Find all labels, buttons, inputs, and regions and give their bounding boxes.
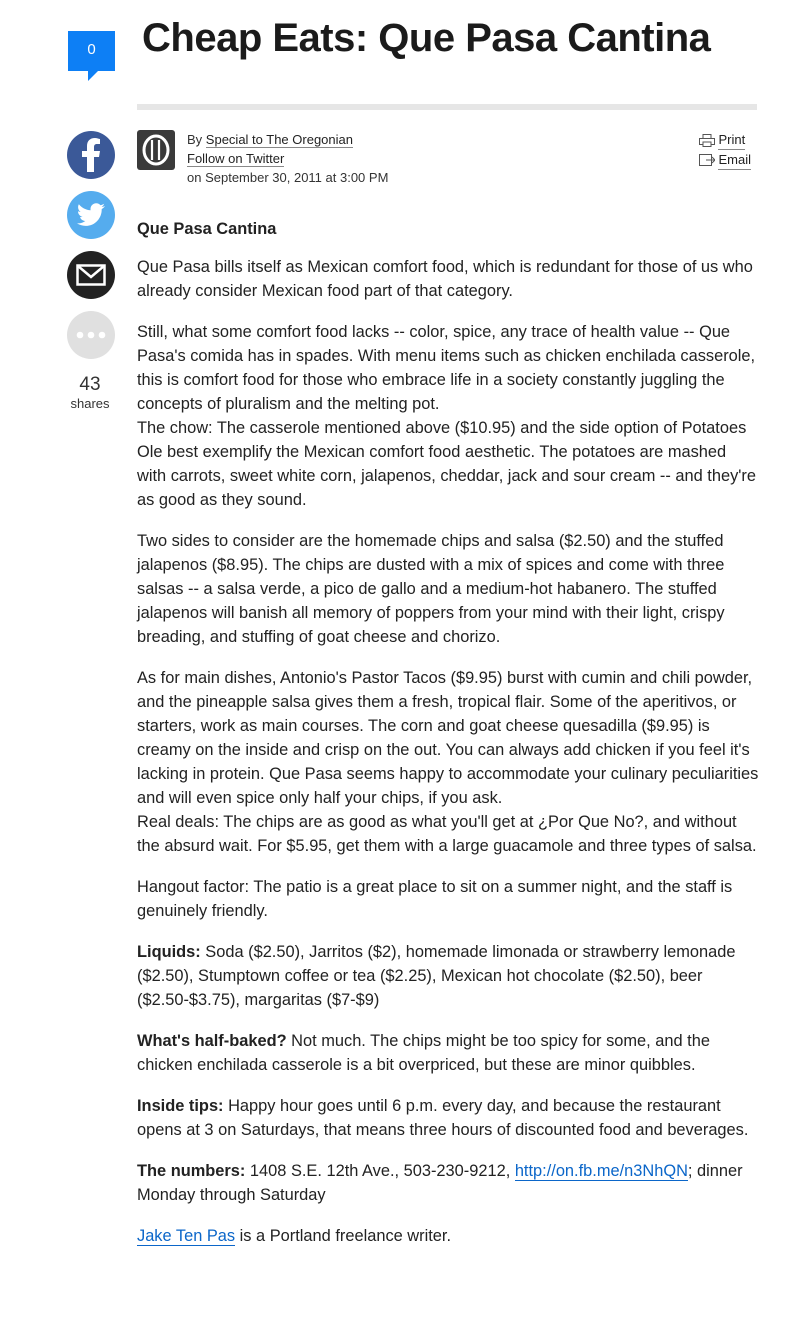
numbers-label: The numbers: [137, 1162, 246, 1180]
article-subhead: Que Pasa Cantina [137, 220, 277, 238]
paragraph-text: Real deals: The chips are as good as what you'll get at ¿Por Que No?, and without the absurd wait. For $5.95, get them with a large guacamole and three types of salsa. [137, 813, 757, 855]
author-link[interactable]: Special to The Oregonian [205, 132, 353, 147]
facebook-share-button[interactable] [67, 131, 115, 179]
paragraph: Two sides to consider are the homemade chips and salsa ($2.50) and the stuffed jalapenos ($8.95). The chips are dusted with a mix of spices and come with three salsas -- a salsa verde, a pico de gallo and a medium-hot habanero. The stuffed jalapenos will banish all memory of poppers from your mind with their light, crispy breading, and stuffing of goat cheese and chorizo. [137, 532, 725, 646]
halfbaked-label: What's half-baked? [137, 1032, 287, 1050]
paragraph-text: As for main dishes, Antonio's Pastor Tacos ($9.95) burst with cumin and chili powder, and the pineapple salsa gives them a fresh, tropical flair. Some of the aperitivos, or starters, work as main courses. The corn and goat cheese quesadilla ($9.95) is creamy on the inside and crisp on the out. You can always add chicken if you feel it's lacking in protein. Que Pasa seems happy to accommodate your culinary peculiarities and will even spice only half your chips, if you ask. [137, 669, 759, 807]
numbers-text: 1408 S.E. 12th Ave., 503-230-9212, [245, 1162, 515, 1180]
article-tools [699, 130, 751, 170]
more-share-button[interactable] [67, 311, 115, 359]
share-count-label: shares [70, 396, 110, 411]
print-icon [699, 134, 715, 147]
paragraph: Que Pasa bills itself as Mexican comfort food, which is redundant for those of us who already consider Mexican food part of that category. [137, 258, 753, 300]
paragraph: Hangout factor: The patio is a great place to sit on a summer night, and the staff is genuinely friendly. [137, 878, 733, 920]
halfbaked-paragraph [137, 1029, 759, 1077]
byline [137, 130, 757, 190]
oregonian-logo-icon [141, 134, 171, 166]
tips-paragraph [137, 1094, 759, 1142]
follow-twitter-link[interactable]: Follow on Twitter [187, 151, 285, 166]
byline-text [187, 130, 388, 187]
author-bio [137, 1224, 759, 1248]
envelope-icon [76, 264, 106, 286]
author-bio-link[interactable]: Jake Ten Pas [137, 1227, 236, 1245]
paragraph [137, 320, 759, 512]
email-button[interactable] [699, 150, 751, 170]
email-icon [699, 154, 715, 166]
paragraph [137, 666, 759, 858]
twitter-icon [77, 203, 105, 227]
byline-prefix: By [187, 132, 203, 147]
liquids-label: Liquids: [137, 943, 201, 961]
more-options-icon [76, 331, 106, 339]
liquids-paragraph [137, 940, 759, 1012]
halfbaked-text: Not much. The chips might be too spicy for some, and the chicken enchilada casserole is a bit overpriced, but these are minor quibbles. [137, 1032, 710, 1074]
numbers-after-text: ; dinner Monday through Saturday [137, 1162, 743, 1204]
facebook-url-link[interactable]: http://on.fb.me/n3NhQN [514, 1162, 688, 1180]
comment-count-badge[interactable]: 0 [68, 31, 115, 71]
email-share-button[interactable] [67, 251, 115, 299]
share-count-number: 43 [79, 374, 101, 395]
share-count [55, 374, 125, 412]
publish-date: on September 30, 2011 at 3:00 PM [187, 170, 389, 185]
tips-text: Happy hour goes until 6 p.m. every day, and because the restaurant opens at 3 on Saturdays, that means three hours of discounted food and beverages. [137, 1097, 749, 1139]
page-title: Cheap Eats: Que Pasa Cantina [142, 16, 711, 60]
twitter-share-button[interactable] [67, 191, 115, 239]
oregonian-logo [137, 130, 175, 170]
email-label: Email [718, 150, 751, 170]
paragraph-text: The chow: The casserole mentioned above ($10.95) and the side option of Potatoes Ole best exemplify the Mexican comfort food aesthetic. The potatoes are mashed with carrots, sweet white corn, jalapenos, cheddar, jack and sour cream -- and they're as good as they sound. [137, 419, 756, 509]
facebook-icon [80, 138, 102, 172]
numbers-paragraph [137, 1159, 759, 1207]
tips-label: Inside tips: [137, 1097, 224, 1115]
liquids-text: Soda ($2.50), Jarritos ($2), homemade limonada or strawberry lemonade ($2.50), Stumptown coffee or tea ($2.25), Mexican hot chocolate ($2.50), beer ($2.50-$3.75), margaritas ($7-$9) [137, 943, 736, 1009]
print-label: Print [718, 130, 745, 150]
paragraph-text: Still, what some comfort food lacks -- color, spice, any trace of health value -- Que Pasa's comida has in spades. With menu items such as chicken enchilada casserole, this is comfort food for those who embrace life in a society constantly juggling the concepts of pluralism and the melting pot. [137, 323, 756, 413]
article-body [137, 217, 759, 1265]
title-divider [137, 104, 757, 110]
print-button[interactable] [699, 130, 751, 150]
author-bio-text: is a Portland freelance writer. [235, 1227, 452, 1245]
